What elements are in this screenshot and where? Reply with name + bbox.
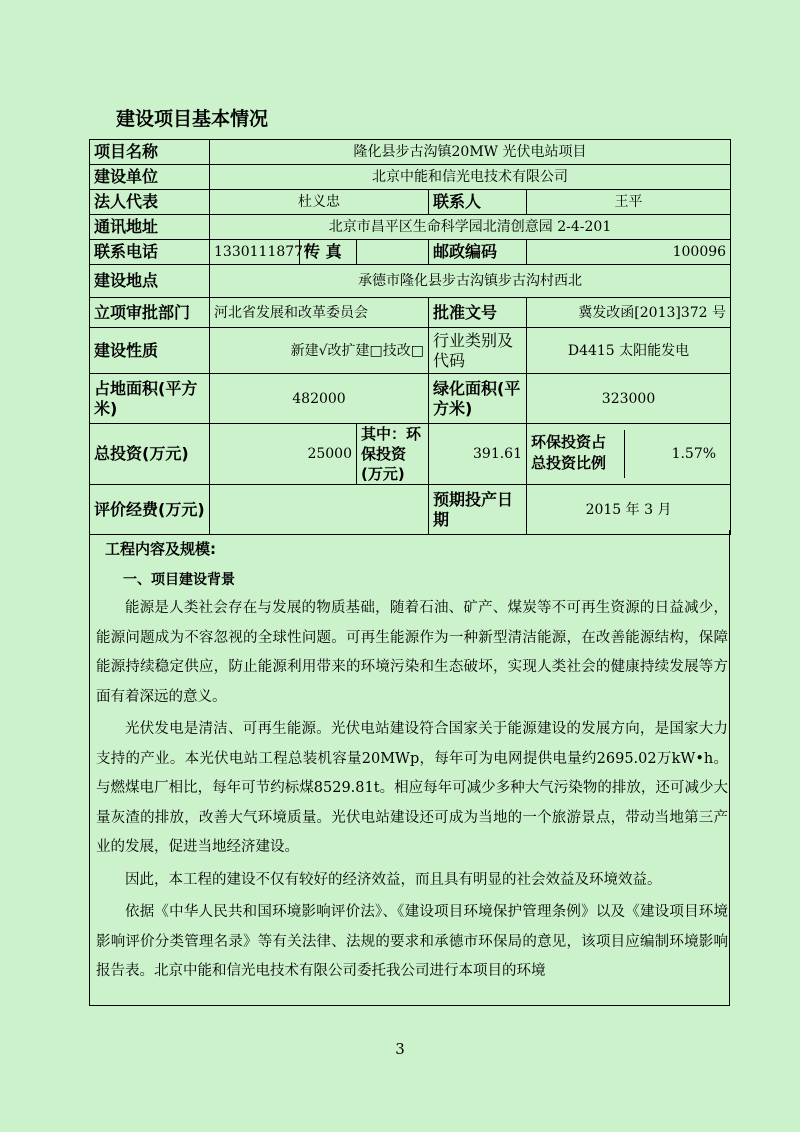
approval-dept-label: 立项审批部门 bbox=[90, 298, 210, 328]
nature-value: 新建√改扩建□技改□ bbox=[210, 328, 429, 374]
contact-label: 联系人 bbox=[429, 190, 527, 215]
paragraph: 能源是人类社会存在与发展的物质基础，随着石油、矿产、煤炭等不可再生资源的日益减少，能源问题成为不容忽视的全球性问题。可再生能源作为一种新型清洁能源，在改善能源结构，保障能源持续稳定供应，防止能源利用带来的环境污染和生态破坏，实现人类社会的健康持续发展等方面有着深远的意义。 bbox=[96, 600, 728, 705]
invest-value: 25000 bbox=[210, 424, 357, 485]
green-value: 323000 bbox=[527, 374, 731, 424]
builder-value: 北京中能和信光电技术有限公司 bbox=[210, 165, 731, 190]
content-heading: 工程内容及规模: bbox=[105, 540, 216, 558]
project-name-value: 隆化县步古沟镇20MW 光伏电站项目 bbox=[210, 140, 731, 165]
location-label: 建设地点 bbox=[90, 265, 210, 298]
paragraph: 因此，本工程的建设不仅有较好的经济效益，而且具有明显的社会效益及环境效益。 bbox=[125, 871, 662, 888]
legal-rep-value: 杜义忠 bbox=[210, 190, 429, 215]
fax-label: 传 真 bbox=[300, 240, 357, 265]
legal-rep-label: 法人代表 bbox=[90, 190, 210, 215]
content-section bbox=[89, 530, 730, 1006]
industry-label: 行业类别及代码 bbox=[429, 328, 527, 374]
green-label: 绿化面积(平方米) bbox=[429, 374, 527, 424]
page-title: 建设项目基本情况 bbox=[116, 108, 269, 130]
phone-label: 联系电话 bbox=[90, 240, 210, 265]
area-value: 482000 bbox=[210, 374, 429, 424]
env-invest-value: 391.61 bbox=[429, 424, 527, 485]
fax-value bbox=[357, 240, 429, 265]
project-info-table bbox=[89, 139, 731, 535]
project-name-label: 项目名称 bbox=[90, 140, 210, 165]
expected-date-value: 2015 年 3 月 bbox=[527, 485, 731, 535]
paragraphs bbox=[96, 594, 728, 990]
postcode-value: 100096 bbox=[527, 240, 731, 265]
area-label: 占地面积(平方米) bbox=[90, 374, 210, 424]
location-value: 承德市隆化县步古沟镇步古沟村西北 bbox=[210, 265, 731, 298]
contact-value: 王平 bbox=[527, 190, 731, 215]
approval-no-value: 冀发改函[2013]372 号 bbox=[527, 298, 731, 328]
nature-label: 建设性质 bbox=[90, 328, 210, 374]
address-label: 通讯地址 bbox=[90, 215, 210, 240]
paragraph: 依据《中华人民共和国环境影响评价法》、《建设项目环境保护管理条例》以及《建设项目环境影响评价分类管理名录》等有关法律、法规的要求和承德市环保局的意见，该项目应编制环境影响报告表。北京中能和信光电技术有限公司委托我公司进行本项目的环境 bbox=[96, 904, 728, 979]
address-value: 北京市昌平区生命科学园北清创意园 2-4-201 bbox=[210, 215, 731, 240]
eval-fee-label: 评价经费(万元) bbox=[90, 485, 210, 535]
env-ratio-value: 1.57% bbox=[671, 446, 717, 462]
phone-value: 13301118777 bbox=[210, 240, 300, 265]
background-heading: 一、项目建设背景 bbox=[123, 572, 235, 588]
paragraph: 光伏发电是清洁、可再生能源。光伏电站建设符合国家关于能源建设的发展方向，是国家大力支持的产业。本光伏电站工程总装机容量20MWp，每年可为电网提供电量约2695.02万kW•h。与燃煤电厂相比，每年可节约标煤8529.81t。相应每年可减少多种大气污染物的排放，还可减少大量灰渣的排放，改善大气环境质量。光伏电站建设还可成为当地的一个旅游景点，带动当地第三产业的发展，促进当地经济建设。 bbox=[96, 721, 728, 855]
builder-label: 建设单位 bbox=[90, 165, 210, 190]
env-ratio-cell bbox=[527, 424, 731, 485]
industry-value: D4415 太阳能发电 bbox=[527, 328, 731, 374]
env-invest-label: 其中：环保投资(万元) bbox=[357, 424, 429, 485]
approval-dept-value: 河北省发展和改革委员会 bbox=[210, 298, 429, 328]
postcode-label: 邮政编码 bbox=[429, 240, 527, 265]
page-number: 3 bbox=[395, 1040, 405, 1058]
env-ratio-label: 环保投资占总投资比例 bbox=[527, 430, 625, 478]
expected-date-label: 预期投产日期 bbox=[429, 485, 527, 535]
eval-fee-value bbox=[210, 485, 429, 535]
invest-label: 总投资(万元) bbox=[90, 424, 210, 485]
approval-no-label: 批准文号 bbox=[429, 298, 527, 328]
